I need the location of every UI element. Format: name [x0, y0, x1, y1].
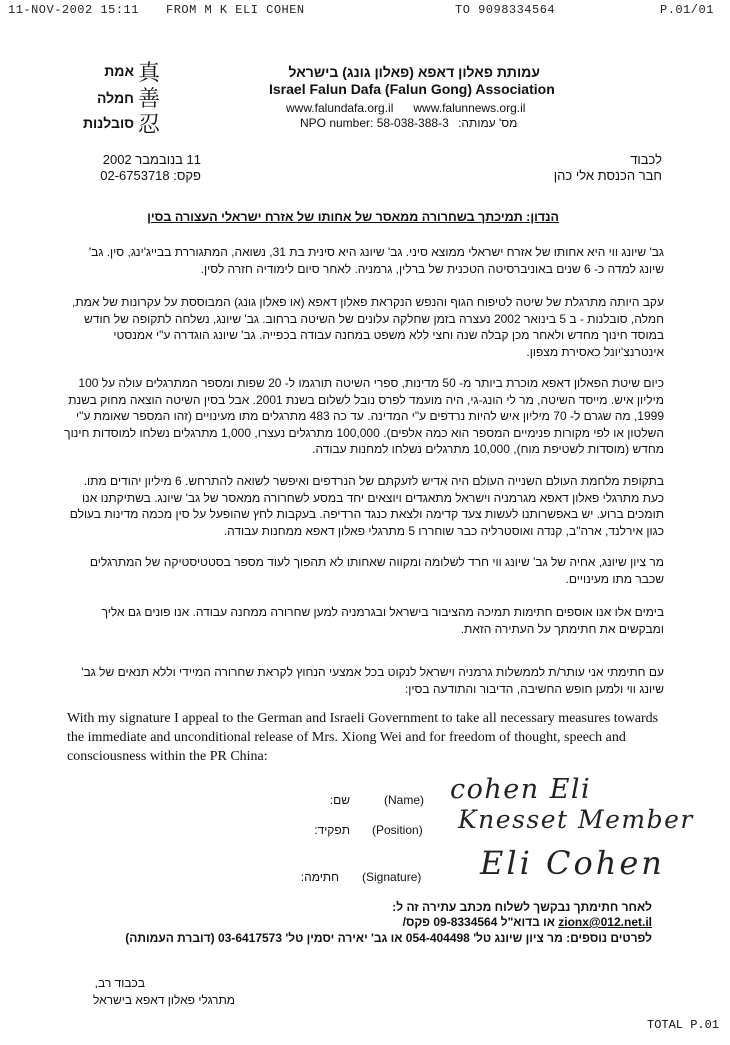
instructions-fax: 09-8334564 פקס/	[402, 915, 498, 929]
org-websites: www.falundafa.org.il www.falunnews.org.il	[286, 101, 526, 115]
instructions-email-prefix: או בדוא"ל	[500, 915, 555, 929]
signature-value: Eli Cohen	[480, 844, 665, 882]
fax-header	[8, 3, 722, 19]
recipient-line1: לכבוד	[630, 152, 662, 167]
logo-word-truth: אמת	[104, 63, 134, 79]
subject-line: הנדון: תמיכתך בשחרורה ממאסר של אחותו של אזרח ישראלי העצורה בסין	[147, 210, 559, 224]
name-label-he: שם:	[329, 793, 350, 807]
instructions-line3: לפרטים נוספים: מר ציון שיונג טל' 054-404498 או גב' יאירה יסמין טל' 03-6417573 (דוברת העמותה)	[125, 931, 652, 945]
paragraph-1: גב' שיונג ווי היא אחותו של אזרח ישראלי ממוצא סיני. גב' שיונג היא סינית בת 31, נשואה, המתגוררת בבייג'ינג, סין. גב' שיונג למדה כ- 6 שנים באוניברסיטה הטכנית של ברלין, גרמניה. לאחר סיום לימודיה חזרה לסין.	[88, 245, 664, 276]
instructions-email[interactable]: zionx@012.net.il	[558, 915, 652, 929]
paragraph-7: עם חתימתי אני עותר/ת לממשלות גרמניה וישראל לנקוט בכל אמצעי הנחוץ לקראת שחרורה המיידי וללא תנאים של גב' שיונג ווי ולמען חופש החשיבה, הדיבור והתודעה בסין:	[81, 665, 664, 696]
fax-footer: TOTAL P.01	[647, 1018, 720, 1032]
name-value: cohen Eli	[450, 774, 592, 805]
fax-page: P.01/01	[660, 3, 714, 17]
paragraph-2: עקב היותה מתרגלת של שיטה לטיפוח הגוף והנפש הנקראת פאלון דאפא (או פאלון גונג) המבוססת על עקרונות של אמת, חמלה, סובלנות - ב 5 בינואר 2002 נעצרה בזמן שחלקה עלונים של השיטה ברחוב. גב' שיונג, נשלחה לתקופה של חודש במוסד חינוך מחדש ולאחר מכן קבלה שנה וחצי ללא משפט במחנה עבודה בכפייה. גב' שיונג הוגדרה ע"י אמנסטי אינטרנצ'יונל כאסירת מצפון.	[71, 295, 664, 359]
logo-char-ren: 忍	[138, 113, 161, 138]
paragraph-4: בתקופת מלחמת העולם השנייה העולם היה אדיש לזעקתם של הנרדפים ואיפשר לשואה להתרחש. 6 מיליון יהודים מתו. כעת מתרגלי פאלון דאפא מגרמניה וישראל מתאגדים ויוצאים יחד במסע לשחרורה ממאסר של גב' שיונג. בשתיקתנו אנו תומכים ברוע. יש באפשרותנו לעשות צעד קדימה ולצאת כנגד הרדיפה. בעקבות לחץ שהופעל על סין מכמה מדינות בעולם כגון אירלנד, ארה"ב, קנדה ואוסטרליה כבר שוחררו 5 מתרגלי פאלון דאפא ממחנות עבודה.	[69, 474, 664, 538]
position-label-he: תפקיד:	[314, 823, 350, 837]
fax-datetime: 11-NOV-2002 15:11	[8, 3, 139, 17]
paragraph-3: כיום שיטת הפאלון דאפא מוכרת ביותר מ- 50 מדינות, ספרי השיטה תורגמו ל- 20 שפות ומספר המתרגלים עולה על 100 מיליון איש. מייסד השיטה, מר לי הונג-גי, היה מועמד לפרס נובל לשלום בשנת 2001. אבל בסין השיטה הוצאה מחוק בשנת 1999, מה שגרם ל- 70 מיליון איש להיות נרדפים ע"י המדינה. עד כה 483 מתרגלים מתו מעינויים (זהו המספר שאומת ע"י השלטון או לפי מקורות פנימיים המספר הוא כמה אלפים). 100,000 מתרגלים נעצרו, 1,000 מתרגלים נשלחו למוסדות חינוך מחדש (מוסדות לשטיפת מוח), 10,000 מתרגלים נשלחו למחנות עבודה.	[64, 376, 664, 456]
paragraph-5: מר ציון שיונג, אחיה של גב' שיונג ווי חרד לשלומה ומקווה שאחותו לא תהפוך לעוד מספר בסטטיסטיקה של המתרגלים שכבר מתו מעינויים.	[89, 555, 664, 586]
recipient-line2: חבר הכנסת אלי כהן	[553, 168, 662, 183]
logo-word-compassion: חמלה	[96, 90, 134, 106]
org-name-he: עמותת פאלון דאפא (פאלון גונג) בישראל	[288, 64, 540, 80]
logo	[58, 56, 178, 140]
closing-line2: מתרגלי פאלון דאפא בישראל	[92, 993, 235, 1007]
closing-line1: בכבוד רב,	[94, 976, 145, 990]
logo-char-shan: 善	[138, 87, 161, 112]
org-name-en: Israel Falun Dafa (Falun Gong) Association	[269, 81, 555, 97]
fax-to: TO 9098334564	[455, 3, 556, 17]
signature-label-he: חתימה:	[300, 870, 339, 884]
english-appeal: With my signature I appeal to the German and Israeli Government to take all necessary measures towards the immediate and unconditional release of Mrs. Xiong Wei and for freedom of thought, speech and consciousness within the PR China:	[67, 711, 659, 764]
letter-date: 11 בנובמבר 2002	[102, 152, 201, 167]
instructions-line1: לאחר חתימתך נבקשך לשלוח מכתב עתירה זה ל:	[392, 900, 652, 914]
fax-from: FROM M K ELI COHEN	[166, 3, 305, 17]
name-label-en: (Name)	[384, 793, 425, 807]
org-npo-he: מס' עמותה:	[458, 116, 518, 130]
position-value: Knesset Member	[458, 805, 694, 834]
logo-word-tolerance: סובלנות	[83, 115, 134, 131]
org-npo	[300, 116, 517, 130]
paragraph-6: בימים אלו אנו אוספים חתימות תמיכה מהציבור בישראל ובגרמניה למען שחרורה ממחנה עבודה. אנו פונים גם אליך ומבקשים את חתימתך על העתירה הזאת.	[101, 605, 664, 636]
logo-char-zhen: 真	[138, 61, 161, 86]
org-npo-en: NPO number: 58-038-388-3	[300, 116, 449, 130]
instructions-line2	[403, 915, 652, 929]
letter-fax: פקס: 02-6753718	[100, 168, 201, 183]
position-label-en: (Position)	[372, 823, 423, 837]
signature-label-en: (Signature)	[362, 870, 422, 884]
